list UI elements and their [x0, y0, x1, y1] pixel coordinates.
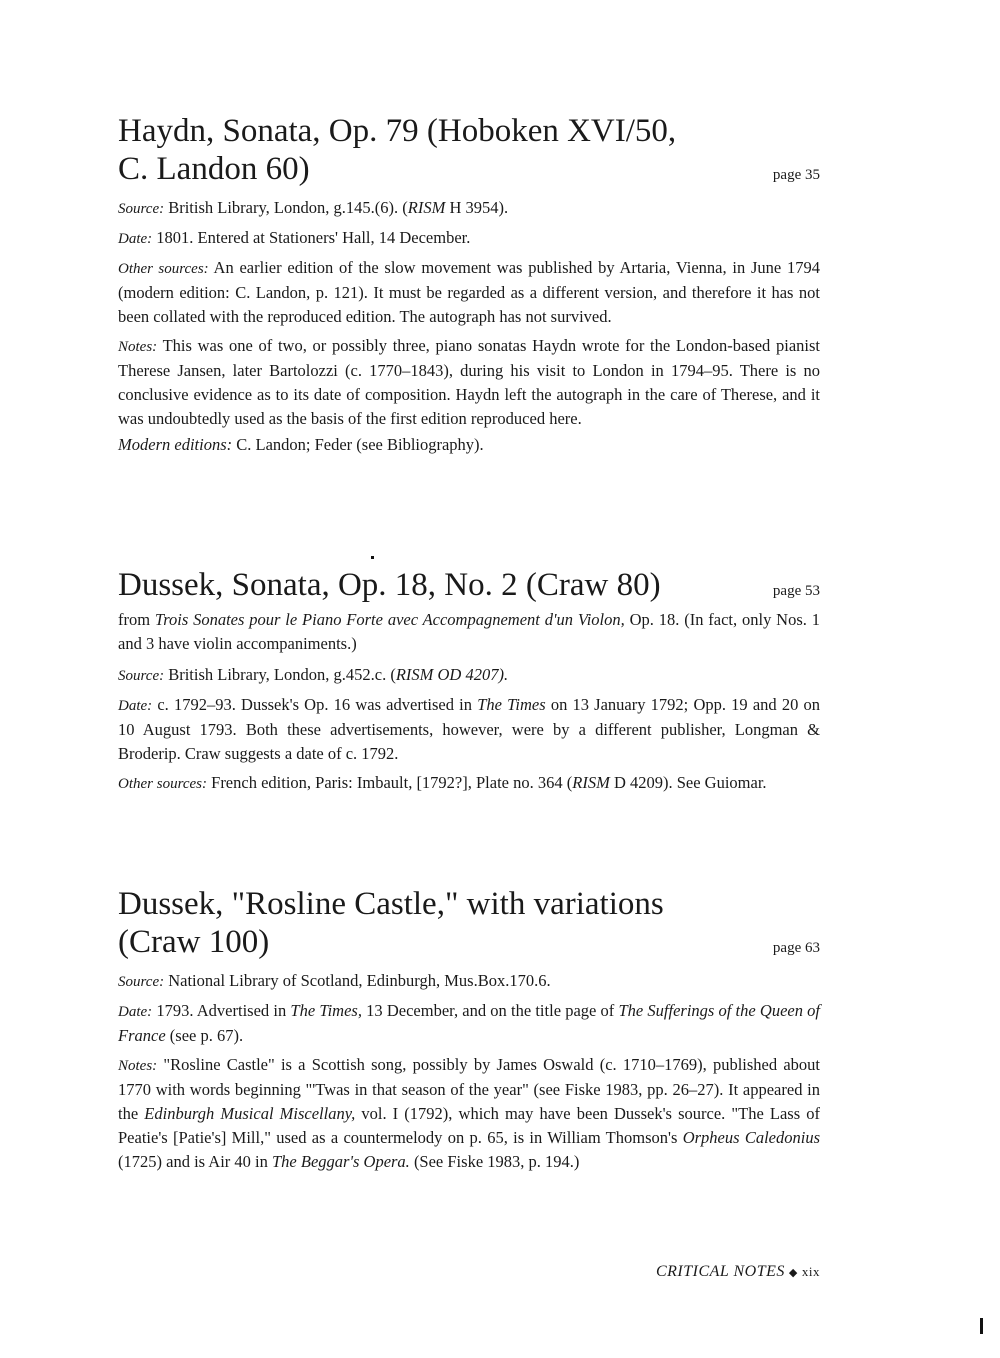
page-reference: page 35: [772, 167, 820, 183]
page-reference: page 63: [772, 940, 820, 956]
date-text-end: (see p. 67).: [165, 1026, 244, 1045]
source-line: [118, 663, 820, 688]
other-sources-label: Other sources:: [118, 261, 209, 277]
source-text: British Library, London, g.145.(6). (: [168, 198, 408, 217]
date-label: Date:: [118, 698, 153, 714]
date-paragraph: [118, 999, 820, 1048]
notes-text: This was one of two, or possibly three, piano sonatas Haydn wrote for the London-based pianist Therese Jansen, later Bartolozzi (c. 1770–1843), during his visit to London in 1794–95. There is no conclusive evidence as to its date of composition. Haydn left the autograph in the care of Therese, and it was undoubtedly used as the basis of the first edition reproduced here.: [118, 336, 820, 428]
entry-title-line-1: Dussek, "Rosline Castle," with variations: [118, 886, 664, 922]
newspaper-title: The Times: [477, 695, 546, 714]
modern-editions-line: [118, 433, 820, 457]
entry-heading: [118, 885, 820, 961]
date-line: [118, 226, 820, 251]
collection-title: Orpheus Caledonius: [682, 1128, 821, 1147]
notes-paragraph: [118, 1053, 820, 1174]
date-paragraph: [118, 693, 820, 766]
source-label: Source:: [118, 974, 165, 990]
notes-text-middle-2: (1725) and is Air 40 in: [118, 1152, 272, 1171]
publication-title: Edinburgh Musical Miscellany,: [144, 1104, 356, 1123]
date-text-start: c. 1792–93. Dussek's Op. 16 was advertised in: [157, 695, 478, 714]
date-text: 1801. Entered at Stationers' Hall, 14 December.: [156, 228, 471, 247]
source-line: [118, 969, 820, 994]
page-reference: page 53: [772, 583, 820, 599]
from-prefix: from: [118, 610, 155, 629]
other-sources-text-start: French edition, Paris: Imbault, [1792?], Plate no. 364 (: [211, 773, 573, 792]
entry-title: [118, 566, 661, 604]
rism-label: RISM: [407, 198, 446, 217]
date-label: Date:: [118, 1004, 153, 1020]
entry-heading: [118, 112, 820, 188]
work-title: The Sufferings of the Queen of France: [118, 1001, 820, 1045]
diamond-icon: ◆: [788, 1267, 798, 1279]
other-sources-text: An earlier edition of the slow movement was published by Artaria, Vienna, in June 1794 (modern edition: C. Landon, p. 121). It must be regarded as a different version, and therefore it has not been collated with the reproduced edition. The autograph has not survived.: [118, 258, 821, 326]
date-text-start: 1793. Advertised in: [156, 1001, 291, 1020]
from-line: [118, 608, 820, 656]
source-label: Source:: [118, 201, 165, 217]
newspaper-title: The Times,: [290, 1001, 362, 1020]
modern-editions-text: C. Landon; Feder (see Bibliography).: [236, 435, 484, 454]
other-sources-paragraph: [118, 256, 820, 329]
work-title: Trois Sonates pour le Piano Forte avec Accompagnement d'un Violon,: [154, 610, 625, 629]
from-suffix: Op. 18. (In fact, only Nos. 1 and 3 have violin accompaniments.): [118, 610, 820, 653]
other-sources-text-end: D 4209). See Guiomar.: [609, 773, 767, 792]
notes-text-start: "Rosline Castle" is a Scottish song, possibly by James Oswald (c. 1710–1769), published about 1770 with words beginning "'Twas in that season of the year" (see Fiske 1983, pp. 26–27). It appeared in the: [118, 1055, 820, 1123]
source-text: British Library, London, g.452.c. (: [168, 665, 396, 684]
entry-heading: [118, 566, 820, 604]
entry-title: [118, 885, 664, 961]
modern-editions-label: Modern editions:: [118, 435, 233, 454]
date-text-end: on 13 January 1792; Opp. 19 and 20 on 10 August 1793. Both these advertisements, however, were by a different publisher, Longman & Broderip. Craw suggests a date of c. 1792.: [118, 695, 821, 763]
entry-dussek-sonata: [118, 566, 820, 796]
entry-haydn-sonata: [118, 112, 820, 457]
print-speck: [980, 1318, 983, 1334]
source-text: National Library of Scotland, Edinburgh, Mus.Box.170.6.: [168, 971, 551, 990]
entry-dussek-rosline-castle: [118, 885, 820, 1174]
source-label: Source:: [118, 668, 165, 684]
rism-number: H 3954).: [445, 198, 509, 217]
other-sources-paragraph: [118, 771, 820, 796]
rism-reference: RISM OD 4207).: [395, 665, 509, 684]
date-label: Date:: [118, 231, 153, 247]
notes-text-middle: vol. I (1792), which may have been Dussek's source. "The Lass of Peatie's [Patie's] Mill," used as a countermelody on p. 65, is in William Thomson's: [118, 1104, 820, 1147]
entry-title-line-1: Haydn, Sonata, Op. 79 (Hoboken XVI/50,: [118, 113, 677, 149]
entry-title: [118, 112, 676, 188]
other-sources-label: Other sources:: [118, 776, 208, 792]
footer-label: CRITICAL NOTES: [655, 1263, 785, 1280]
page-number: xix: [801, 1264, 820, 1279]
notes-text-end: (See Fiske 1983, p. 194.): [409, 1152, 580, 1171]
running-footer: [656, 1263, 820, 1281]
entry-title-line-1: Dussek, Sonata, Op. 18, No. 2 (Craw 80): [118, 567, 661, 603]
opera-title: The Beggar's Opera.: [272, 1152, 410, 1171]
rism-label: RISM: [572, 773, 610, 792]
notes-label: Notes:: [118, 1058, 158, 1074]
source-line: [118, 196, 820, 221]
date-text-middle: 13 December, and on the title page of: [361, 1001, 619, 1020]
notes-label: Notes:: [118, 339, 158, 355]
entry-title-line-2: C. Landon 60): [118, 151, 310, 187]
print-speck: [371, 556, 374, 559]
notes-paragraph: [118, 334, 820, 431]
entry-title-line-2: (Craw 100): [118, 924, 270, 960]
